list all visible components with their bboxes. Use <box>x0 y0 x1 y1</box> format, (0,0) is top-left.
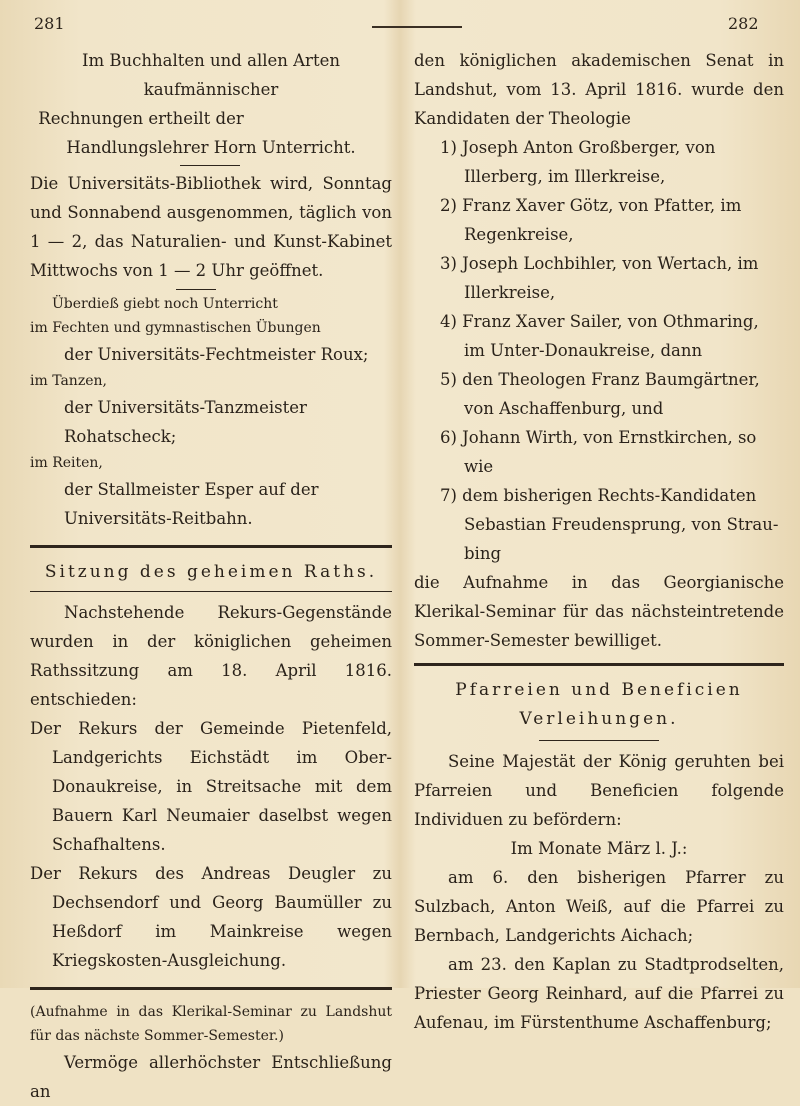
senate-paragraph: den königlichen akademischen Senat in Landshut, vom 13. April 1816. wurde den Kandidaten der Theologie <box>414 51 784 128</box>
approval-paragraph: die Aufnahme in das Georgianische Klerikal-Seminar für das nächsteintretende Sommer-Semester bewilliget. <box>414 573 784 650</box>
appointment-item: am 23. den Kaplan zu Stadtprodselten, Priester Georg Reinhard, auf die Pfarrei zu Aufenau, im Fürstenthume Aschaffenburg; <box>414 955 784 1032</box>
section-rule <box>30 591 392 592</box>
seminar-heading: (Aufnahme in das Klerikal-Seminar zu Landshut für das nächste Sommer-Semester.) <box>30 1004 392 1044</box>
library-paragraph: Die Universitäts-Bibliothek wird, Sonntag und Sonnabend ausgenommen, täglich von 1 — 2, das Naturalien- und Kunst-Kabinet Mittwochs von 1 — 2 Uhr geöffnet. <box>30 174 392 280</box>
header-rule <box>372 26 462 28</box>
divider <box>176 289 216 290</box>
text-line: der Universitäts-Fechtmeister Roux; <box>64 345 369 364</box>
candidate-item: 4) Franz Xaver Sailer, von Othmaring, im Unter-Donaukreise, dann <box>440 312 759 360</box>
left-column <box>30 46 392 1106</box>
text-line: Rechnungen ertheilt der <box>38 109 244 128</box>
divider <box>539 740 659 741</box>
month-line: Im Monate März l. J.: <box>510 839 688 858</box>
text-line: im Fechten und gymnastischen Übungen <box>30 320 321 336</box>
text-line: Handlungslehrer Horn Unterricht. <box>66 138 356 157</box>
candidate-item: 1) Joseph Anton Großberger, von Illerberg, im Illerkreise, <box>440 138 716 186</box>
king-paragraph: Seine Majestät der König geruhten bei Pfarreien und Beneficien folgende Individuen zu befördern: <box>414 752 784 829</box>
right-column <box>414 46 784 1037</box>
text-line: Vermöge allerhöchster Entschließung an <box>30 1053 392 1101</box>
text-line: Überdieß giebt noch Unterricht <box>52 296 278 312</box>
rekurs-intro: Nachstehende Rekurs-Gegenstände wurden in der königlichen geheimen Rathssitzung am 18. April 1816. entschieden: <box>30 603 392 709</box>
candidate-item: 2) Franz Xaver Götz, von Pfatter, im Regenkreise, <box>440 196 742 244</box>
page-number-left: 281 <box>34 14 65 33</box>
candidate-item: 7) dem bisherigen Rechts-Kandidaten Sebastian Freudensprung, von Strau-bing <box>440 486 779 563</box>
text-line: Im Buchhalten und allen Arten kaufmännischer <box>82 51 340 99</box>
text-line: der Stallmeister Esper auf der Universitäts-Reitbahn. <box>64 480 319 528</box>
text-line: der Universitäts-Tanzmeister Rohatscheck; <box>64 398 307 446</box>
section-rule <box>414 663 784 666</box>
candidate-item: 5) den Theologen Franz Baumgärtner, von Aschaffenburg, und <box>440 370 760 418</box>
rekurs-item: Der Rekurs des Andreas Deugler zu Dechsendorf und Georg Baumüller zu Heßdorf im Mainkreise wegen Kriegskosten-Ausgleichung. <box>30 864 392 970</box>
text-line: im Reiten, <box>30 455 103 471</box>
candidate-item: 3) Joseph Lochbihler, von Wertach, im Illerkreise, <box>440 254 759 302</box>
section-heading: Sitzung des geheimen Raths. <box>44 562 378 582</box>
appointment-item: am 6. den bisherigen Pfarrer zu Sulzbach, Anton Weiß, auf die Pfarrei zu Bernbach, Landgerichts Aichach; <box>414 868 784 945</box>
text-line: im Tanzen, <box>30 373 107 389</box>
page-number-right: 282 <box>728 14 759 33</box>
section-heading: Verleihungen. <box>519 709 679 729</box>
section-heading: Pfarreien und Beneficien <box>455 680 743 700</box>
divider <box>180 165 240 166</box>
section-rule <box>30 987 392 990</box>
section-rule <box>30 545 392 548</box>
rekurs-item: Der Rekurs der Gemeinde Pietenfeld, Landgerichts Eichstädt im Ober-Donaukreise, in Streitsache mit dem Bauern Karl Neumaier daselbst wegen Schafhaltens. <box>30 719 392 854</box>
candidate-item: 6) Johann Wirth, von Ernstkirchen, so wie <box>440 428 757 476</box>
